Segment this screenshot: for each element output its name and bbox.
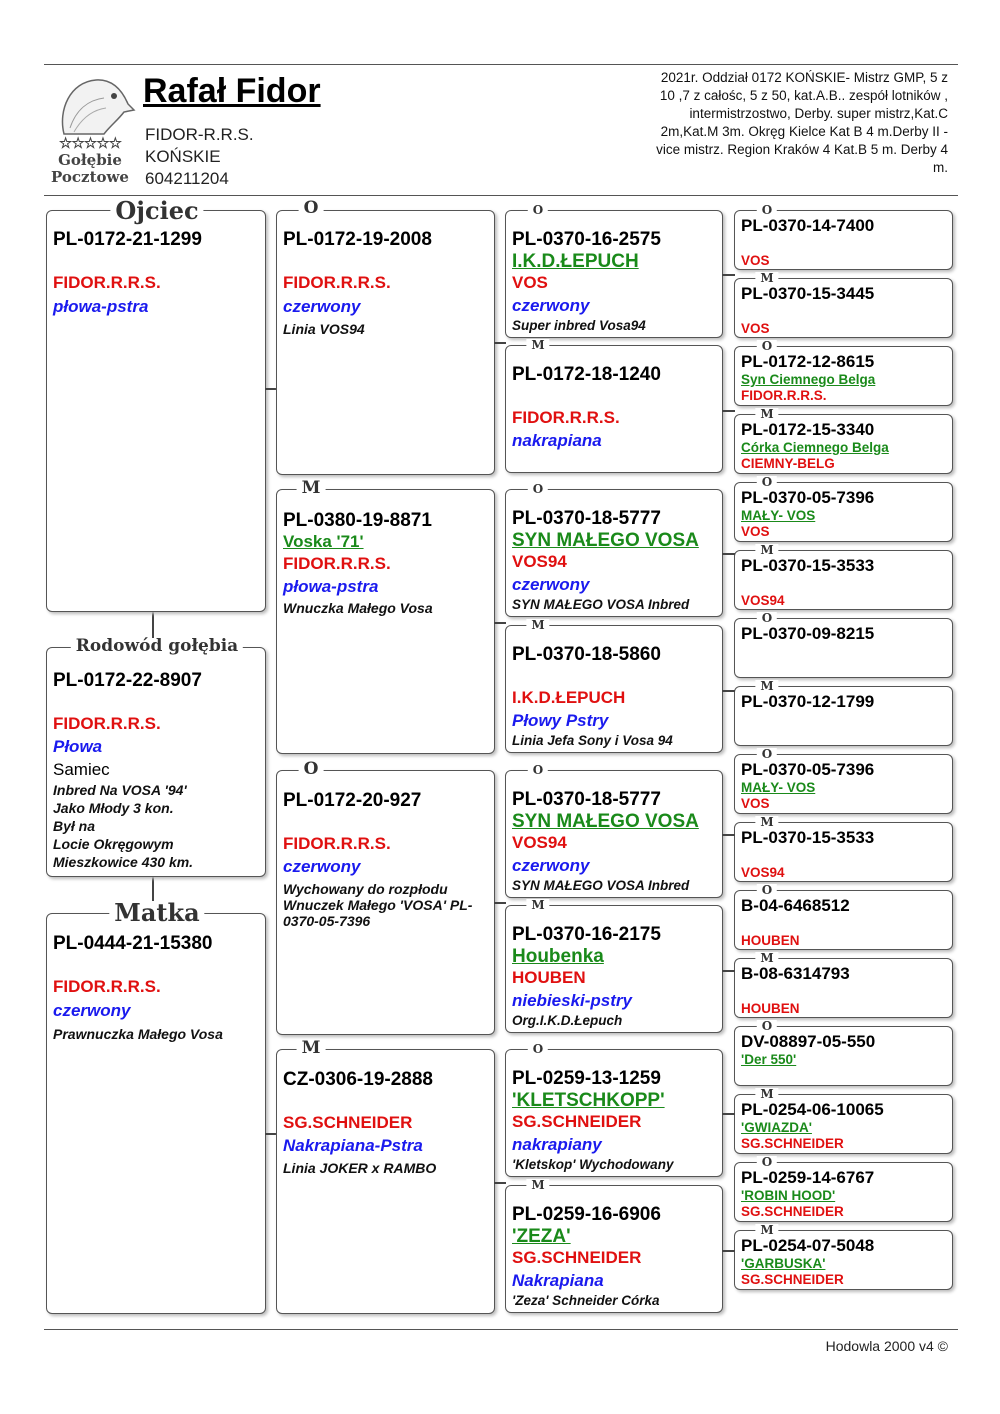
gen3-ring: PL-0370-18-5777 (512, 789, 661, 810)
subject-color: Płowa (53, 737, 103, 756)
gen4-box[interactable] (734, 958, 953, 1018)
gen3-name: SYN MAŁEGO VOSA (512, 811, 699, 832)
gen3-owner: HOUBEN (512, 968, 586, 987)
achievement-line: vice mistrz. Region Kraków 4 Kat.B 5 m. Derby 4 (656, 142, 948, 157)
gen4-ring: DV-08897-05-550 (741, 1032, 876, 1051)
gen2-owner: FIDOR.R.R.S. (283, 834, 391, 853)
gen4-owner: SG.SCHNEIDER (741, 1136, 844, 1151)
gen2-ring: CZ-0306-19-2888 (283, 1069, 433, 1090)
gen2-color: płowa-pstra (283, 577, 379, 596)
gen2-name: Voska '71' (283, 532, 364, 551)
gen4-box[interactable] (734, 482, 953, 542)
connector (722, 970, 735, 972)
gen4-box[interactable] (734, 822, 953, 882)
gen4-ring: PL-0370-15-3533 (741, 556, 875, 575)
label-o: O (528, 204, 548, 216)
gen2-note: Wnuczka Małego Vosa (283, 600, 433, 616)
subject-owner: FIDOR.R.R.S. (53, 714, 161, 733)
gen3-name: 'ZEZA' (512, 1226, 571, 1247)
gen4-owner: VOS94 (741, 865, 785, 880)
gen4-box[interactable] (734, 1230, 953, 1290)
gen2-color: Nakrapiana-Pstra (283, 1136, 423, 1155)
subject-ring: PL-0172-22-8907 (53, 670, 202, 691)
label-m: M (755, 1088, 778, 1100)
connector (494, 342, 506, 344)
achievement-line: 2021r. Oddział 0172 KOŃSKIE- Mistrz GMP, 5 z (660, 70, 948, 85)
logo-line-2: Pocztowe (51, 168, 129, 186)
label-m: M (755, 816, 778, 828)
gen3-color: Płowy Pstry (512, 711, 609, 730)
gen3-box[interactable] (505, 210, 723, 338)
gen4-box[interactable] (734, 618, 953, 678)
phone: 604211204 (145, 169, 229, 188)
gen4-owner: VOS (741, 321, 770, 336)
grandsire-paternal-box[interactable] (276, 210, 495, 475)
granddam-paternal-box[interactable] (276, 489, 495, 754)
achievement-line: intermistrzostwo, Derby. super mistrz,Kat.C (689, 106, 948, 121)
gen3-owner: VOS (512, 273, 548, 292)
gen3-ring: PL-0370-18-5777 (512, 508, 661, 529)
label-m: M (297, 480, 326, 497)
gen3-ring: PL-0259-16-6906 (512, 1204, 661, 1225)
gen3-owner: SG.SCHNEIDER (512, 1248, 642, 1267)
connector (722, 410, 735, 412)
label-m: M (526, 619, 549, 631)
gen2-note: Linia JOKER x RAMBO (283, 1160, 437, 1176)
father-ring: PL-0172-21-1299 (53, 229, 202, 250)
gen3-color: niebieski-pstry (512, 991, 632, 1010)
gen3-ring: PL-0172-18-1240 (512, 364, 661, 385)
label-o: O (757, 204, 777, 216)
gen4-ring: B-04-6468512 (741, 896, 850, 915)
gen4-owner: VOS (741, 524, 770, 539)
city: KOŃSKIE (145, 147, 221, 166)
label-m: M (755, 544, 778, 556)
label-o: O (299, 761, 324, 778)
subject-note: Inbred Na VOSA '94' (53, 782, 187, 798)
gen3-owner: I.K.D.ŁEPUCH (512, 688, 626, 707)
achievement-line: 10 ,7 z całośc, 5 z 50, kat.A.B.. zespół lotników , (659, 88, 948, 103)
pedigree-label: Rodowód gołębia (71, 638, 243, 655)
grandsire-maternal-box[interactable] (276, 770, 495, 1035)
gen4-ring: PL-0172-15-3340 (741, 420, 875, 439)
granddam-maternal-box[interactable] (276, 1049, 495, 1314)
subject-sex: Samiec (53, 760, 110, 779)
gen4-name: Córka Ciemnego Belga (741, 440, 889, 455)
gen3-note: Linia Jefa Sony i Vosa 94 (512, 733, 673, 748)
footer-rule (44, 1329, 958, 1330)
gen3-ring: PL-0370-16-2575 (512, 229, 661, 250)
gen4-box[interactable] (734, 686, 953, 746)
father-color: płowa-pstra (53, 297, 149, 316)
gen3-ring: PL-0259-13-1259 (512, 1068, 661, 1089)
logo-stars: ☆☆☆☆☆ (58, 134, 122, 152)
gen3-name: Houbenka (512, 946, 604, 967)
gen4-box[interactable] (734, 550, 953, 610)
gen4-ring: PL-0370-12-1799 (741, 692, 875, 711)
gen3-color: nakrapiana (512, 431, 602, 450)
gen3-box[interactable] (505, 770, 723, 898)
gen4-box[interactable] (734, 754, 953, 814)
gen4-owner: VOS (741, 796, 770, 811)
connector (722, 1113, 735, 1115)
label-o: O (757, 476, 777, 488)
gen4-ring: PL-0370-09-8215 (741, 624, 875, 643)
gen3-owner: SG.SCHNEIDER (512, 1112, 642, 1131)
gen2-owner: FIDOR.R.R.S. (283, 273, 391, 292)
label-m: M (526, 899, 549, 911)
gen3-color: nakrapiany (512, 1135, 602, 1154)
gen3-name: 'KLETSCHKOPP' (512, 1090, 665, 1111)
loft-name: FIDOR-R.R.S. (145, 125, 254, 144)
gen3-box[interactable] (505, 1049, 723, 1177)
pigeon-head-icon (44, 70, 136, 140)
gen3-color: czerwony (512, 296, 590, 315)
gen3-box[interactable] (505, 489, 723, 617)
gen3-ring: PL-0370-16-2175 (512, 924, 661, 945)
gen4-ring: PL-0370-15-3445 (741, 284, 875, 303)
gen4-ring: B-08-6314793 (741, 964, 850, 983)
mother-box[interactable] (46, 913, 266, 1314)
subject-note: Był na (53, 818, 96, 834)
gen3-owner: VOS94 (512, 552, 567, 571)
label-o: O (757, 884, 777, 896)
achievement-line: m. (933, 160, 948, 175)
label-o: O (757, 612, 777, 624)
gen3-color: czerwony (512, 856, 590, 875)
gen4-name: MAŁY- VOS (741, 508, 816, 523)
mother-owner: FIDOR.R.R.S. (53, 977, 161, 996)
gen3-owner: FIDOR.R.R.S. (512, 408, 620, 427)
label-m: M (526, 1179, 549, 1191)
gen4-name: 'GARBUSKA' (741, 1256, 826, 1271)
connector (494, 622, 506, 624)
gen2-ring: PL-0172-19-2008 (283, 229, 432, 250)
gen3-note: SYN MAŁEGO VOSA Inbred (512, 597, 690, 612)
gen4-owner: FIDOR.R.R.S. (741, 388, 827, 403)
gen3-box[interactable] (505, 625, 723, 753)
label-o: O (757, 748, 777, 760)
gen3-box[interactable] (505, 905, 723, 1033)
gen4-box[interactable] (734, 278, 953, 338)
gen4-ring: PL-0254-06-10065 (741, 1100, 884, 1119)
footer-text: Hodowla 2000 v4 © (825, 1338, 948, 1354)
gen4-owner: SG.SCHNEIDER (741, 1204, 844, 1219)
connector (722, 1250, 735, 1252)
label-m: M (755, 1224, 778, 1236)
gen4-name: Syn Ciemnego Belga (741, 372, 876, 387)
gen3-box[interactable] (505, 1185, 723, 1313)
gen2-color: czerwony (283, 857, 361, 876)
father-owner: FIDOR.R.R.S. (53, 273, 161, 292)
label-o: O (299, 200, 324, 217)
label-o: O (528, 483, 548, 495)
gen4-owner: HOUBEN (741, 933, 800, 948)
connector (722, 553, 735, 555)
gen4-owner: SG.SCHNEIDER (741, 1272, 844, 1287)
connector (494, 1182, 506, 1184)
father-box[interactable] (46, 210, 266, 612)
gen3-note: 'Kletskop' Wychodowany (512, 1157, 674, 1172)
label-o: O (757, 1156, 777, 1168)
label-m: M (755, 408, 778, 420)
gen4-ring: PL-0370-05-7396 (741, 488, 875, 507)
gen2-owner: FIDOR.R.R.S. (283, 554, 391, 573)
logo-line-1: Gołębie (58, 151, 122, 169)
gen2-note: Wnuczek Małego 'VOSA' PL- (283, 897, 473, 913)
connector (722, 834, 735, 836)
mother-color: czerwony (53, 1001, 131, 1020)
gen4-ring: PL-0370-14-7400 (741, 216, 875, 235)
gen4-box[interactable] (734, 346, 953, 406)
gen2-note: Wychowany do rozpłodu (283, 881, 448, 897)
gen4-box[interactable] (734, 1026, 953, 1086)
gen2-ring: PL-0380-19-8871 (283, 510, 432, 531)
gen4-owner: VOS (741, 253, 770, 268)
father-label: Ojciec (110, 199, 203, 223)
gen4-name: 'ROBIN HOOD' (741, 1188, 836, 1203)
connector (494, 902, 506, 904)
label-o: O (528, 1043, 548, 1055)
gen4-name: MAŁY- VOS (741, 780, 816, 795)
gen4-ring: PL-0259-14-6767 (741, 1168, 875, 1187)
gen3-note: 'Zeza' Schneider Córka (512, 1293, 660, 1308)
subject-note: Locie Okręgowym (53, 836, 174, 852)
subject-note: Jako Młody 3 kon. (53, 800, 174, 816)
gen4-box[interactable] (734, 210, 953, 270)
label-m: M (297, 1040, 326, 1057)
gen4-box[interactable] (734, 414, 953, 474)
gen3-name: SYN MAŁEGO VOSA (512, 530, 699, 551)
gen4-owner: CIEMNY-BELG (741, 456, 835, 471)
gen4-name: 'Der 550' (741, 1052, 797, 1067)
mother-note: Prawnuczka Małego Vosa (53, 1026, 223, 1042)
gen2-color: czerwony (283, 297, 361, 316)
gen3-owner: VOS94 (512, 833, 567, 852)
label-m: M (755, 680, 778, 692)
connector (722, 274, 735, 276)
label-o: O (757, 1020, 777, 1032)
achievements (608, 69, 948, 177)
gen4-ring: PL-0172-12-8615 (741, 352, 875, 371)
gen3-note: Super inbred Vosa94 (512, 318, 646, 333)
gen3-name: I.K.D.ŁEPUCH (512, 251, 639, 272)
gen3-ring: PL-0370-18-5860 (512, 644, 661, 665)
mother-label: Matka (109, 901, 204, 925)
gen2-note: 0370-05-7396 (283, 913, 371, 929)
subject-box[interactable] (46, 647, 266, 877)
gen4-owner: VOS94 (741, 593, 785, 608)
gen4-ring: PL-0370-15-3533 (741, 828, 875, 847)
achievement-line: 2m,Kat.M 3m. Okręg Kielce Kat B 4 m.Derby II - (660, 124, 948, 139)
gen3-note: Org.I.K.D.Łepuch (512, 1013, 623, 1028)
gen4-name: 'GWIAZDA' (741, 1120, 812, 1135)
subject-note: Mieszkowice 430 km. (53, 854, 194, 870)
mother-ring: PL-0444-21-15380 (53, 933, 213, 954)
gen3-color: Nakrapiana (512, 1271, 604, 1290)
gen4-box[interactable] (734, 1162, 953, 1222)
gen3-color: czerwony (512, 575, 590, 594)
connector (722, 690, 735, 692)
gen3-box[interactable] (505, 345, 723, 473)
gen2-note: Linia VOS94 (283, 321, 365, 337)
label-m: M (755, 952, 778, 964)
header-top-rule (44, 64, 958, 65)
label-o: O (528, 764, 548, 776)
gen4-box[interactable] (734, 890, 953, 950)
gen2-owner: SG.SCHNEIDER (283, 1113, 413, 1132)
logo (44, 70, 136, 188)
gen4-ring: PL-0370-05-7396 (741, 760, 875, 779)
gen3-note: SYN MAŁEGO VOSA Inbred (512, 878, 690, 893)
breeder-name: Rafał Fidor (143, 72, 321, 110)
label-m: M (755, 272, 778, 284)
label-o: O (757, 340, 777, 352)
label-m: M (526, 339, 549, 351)
gen4-box[interactable] (734, 1094, 953, 1154)
gen4-owner: HOUBEN (741, 1001, 800, 1016)
gen4-ring: PL-0254-07-5048 (741, 1236, 875, 1255)
gen2-ring: PL-0172-20-927 (283, 790, 422, 811)
